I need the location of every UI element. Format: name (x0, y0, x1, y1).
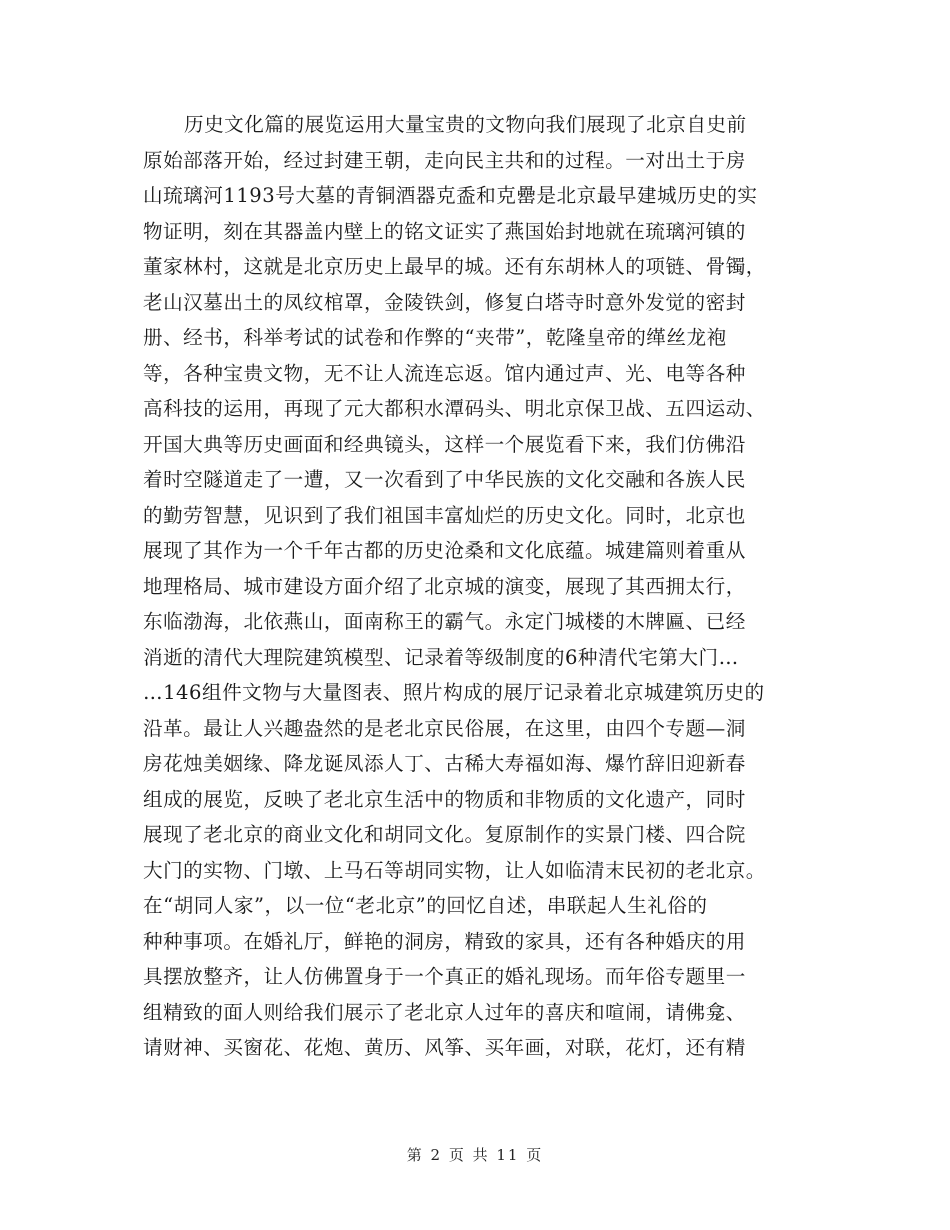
text-line: 册、经书，科举考试的试卷和作弊的“夹带”，乾隆皇帝的缂丝龙袍 (143, 326, 727, 349)
text-line: 展现了老北京的商业文化和胡同文化。复原制作的实景门楼、四合院 (143, 823, 746, 846)
text-line: 老山汉墓出土的凤纹棺罩，金陵铁剑，修复白塔寺时意外发觉的密封 (143, 290, 746, 314)
page-number: 第 2 页 共 11 页 (406, 1146, 544, 1164)
text-line: 的勤劳智慧，见识到了我们祖国丰富灿烂的历史文化。同时，北京也 (143, 503, 746, 527)
text-line: 房花烛美姻缘、降龙诞凤添人丁、古稀大寿福如海、爆竹辞旧迎新春 (143, 752, 746, 775)
text-line: 高科技的运用，再现了元大都积水潭码头、明北京保卫战、五四运动、 (143, 397, 766, 420)
text-line: 山琉璃河1193号大墓的青铜酒器克盉和克罍是北京最早建城历史的实 (143, 184, 758, 207)
text-line: 物证明，刻在其器盖内壁上的铭文证实了燕国始封地就在琉璃河镇的 (143, 219, 746, 243)
text-line: 沿革。最让人兴趣盎然的是老北京民俗展，在这里，由四个专题—洞 (143, 716, 746, 740)
text-line: 地理格局、城市建设方面介绍了北京城的演变，展现了其西拥太行， (143, 574, 746, 598)
text-line: 历史文化篇的展览运用大量宝贵的文物向我们展现了北京自史前 (184, 113, 747, 136)
text-line: 开国大典等历史画面和经典镜头，这样一个展览看下来，我们仿佛沿 (143, 432, 746, 456)
text-line: 具摆放整齐，让人仿佛置身于一个真正的婚礼现场。而年俗专题里一 (143, 965, 746, 988)
text-line: 消逝的清代大理院建筑模型、记录着等级制度的6种清代宅第大门… (143, 645, 739, 669)
text-line: 董家林村，这就是北京历史上最早的城。还有东胡林人的项链、骨镯， (143, 255, 766, 278)
text-line: 大门的实物、门墩、上马石等胡同实物，让人如临清末民初的老北京。 (143, 858, 766, 882)
text-line: 请财神、买窗花、花炮、黄历、风筝、买年画，对联，花灯，还有精 (143, 1036, 746, 1059)
text-line: 在“胡同人家”，以一位“老北京”的回忆自述，串联起人生礼俗的 (143, 894, 708, 917)
text-line: 组精致的面人则给我们展示了老北京人过年的喜庆和喧闹，请佛龛、 (143, 1000, 746, 1024)
text-line: 组成的展览，反映了老北京生活中的物质和非物质的文化遗产，同时 (143, 787, 746, 811)
text-line: 展现了其作为一个千年古都的历史沧桑和文化底蕴。城建篇则着重从 (143, 539, 746, 562)
body-paragraph (143, 107, 813, 1066)
text-line: …146组件文物与大量图表、照片构成的展厅记录着北京城建筑历史的 (143, 681, 765, 704)
text-line: 等，各种宝贵文物，无不让人流连忘返。馆内通过声、光、电等各种 (143, 361, 746, 385)
text-line: 原始部落开始，经过封建王朝，走向民主共和的过程。一对出土于房 (143, 148, 746, 172)
text-line: 着时空隧道走了一遭，又一次看到了中华民族的文化交融和各族人民 (143, 468, 746, 491)
page-footer (0, 1144, 950, 1165)
text-line: 东临渤海，北依燕山，面南称王的霸气。永定门城楼的木牌匾、已经 (143, 610, 746, 633)
text-line: 种种事项。在婚礼厅，鲜艳的洞房，精致的家具，还有各种婚庆的用 (143, 929, 746, 953)
